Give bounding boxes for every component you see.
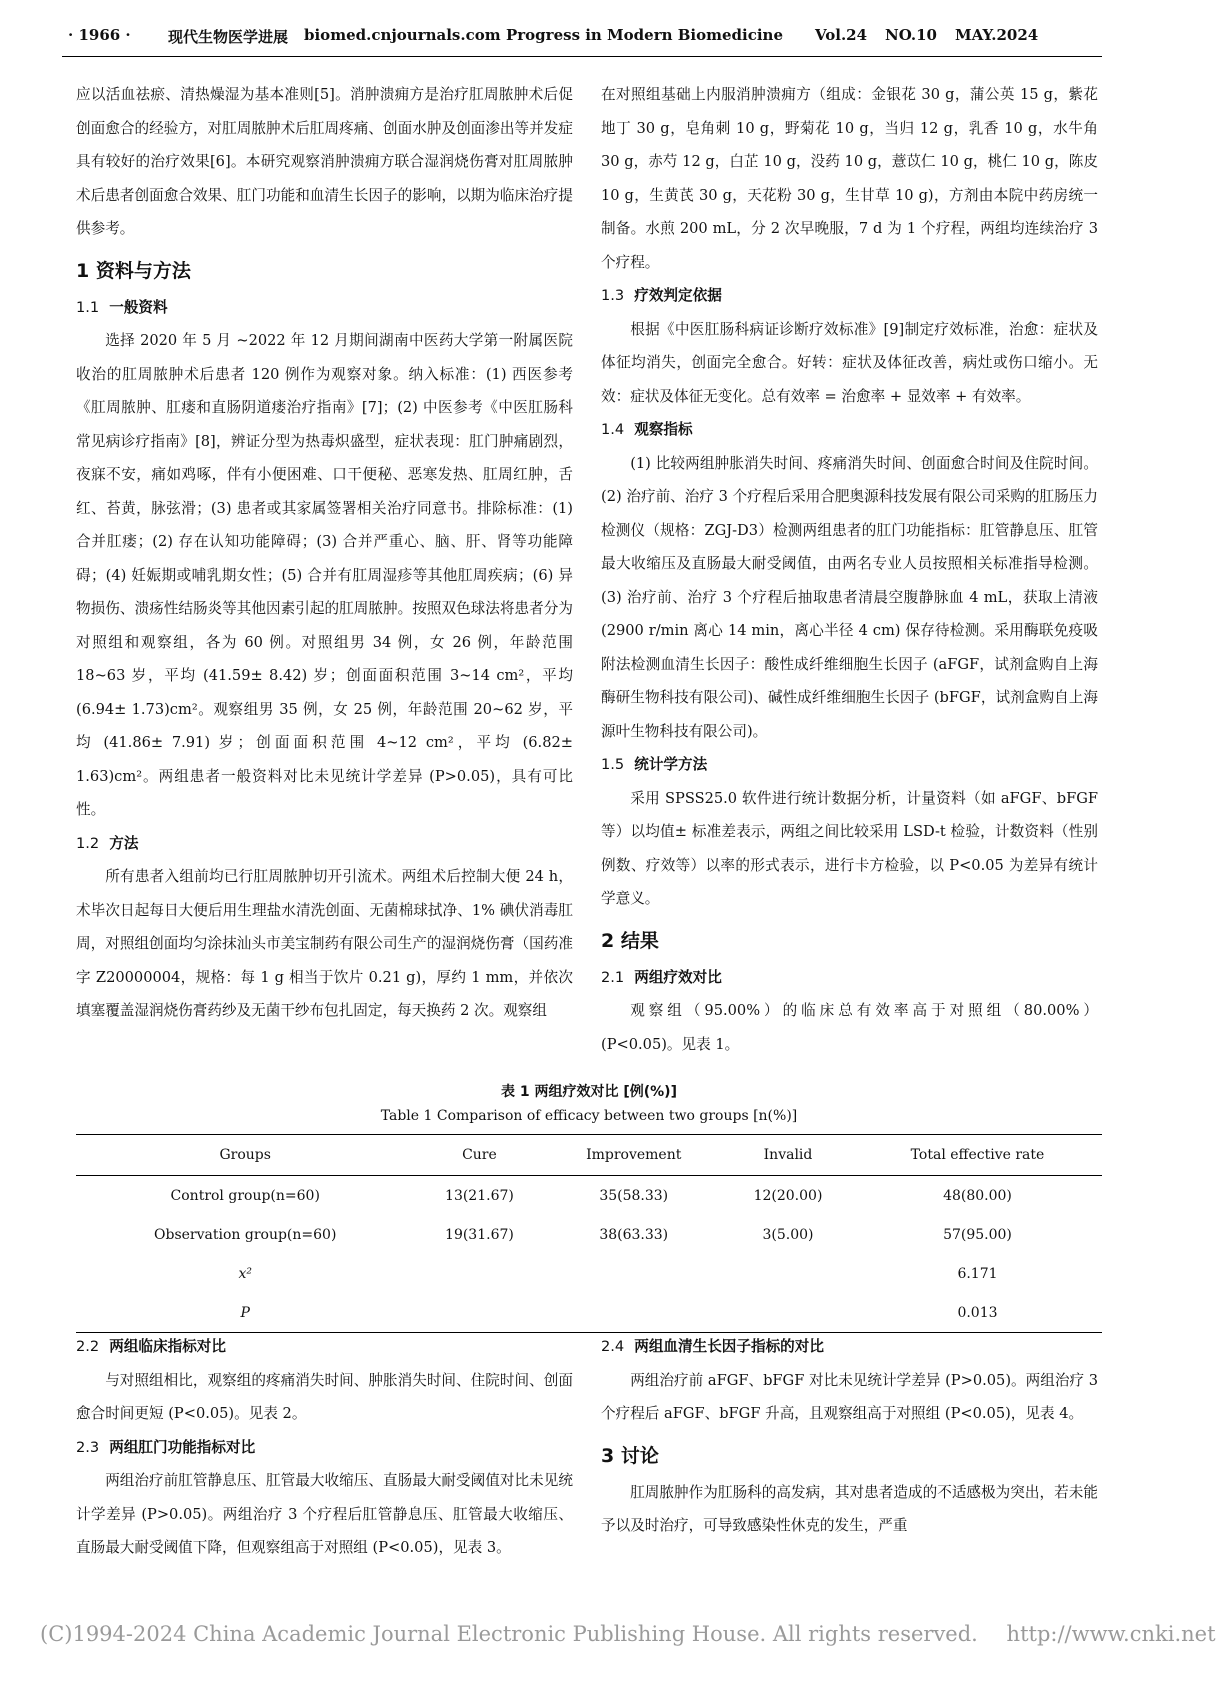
column-header: Total effective rate: [853, 1135, 1102, 1176]
section-heading: 3 讨论: [601, 1444, 659, 1467]
subsection-number: 2.2: [76, 1338, 100, 1355]
table-row: [76, 1215, 1102, 1254]
journal-volume: Vol.24: [815, 26, 868, 44]
subsection-title: 两组疗效对比: [634, 968, 722, 986]
table-cell: [723, 1293, 853, 1333]
subsection-heading: [601, 748, 1098, 782]
subsection-number: 1.1: [76, 298, 100, 316]
table-cell: 38(63.33): [599, 1226, 669, 1243]
table-cell: 35(58.33): [599, 1187, 669, 1204]
table-cell: P: [76, 1293, 414, 1333]
subsection-heading: [601, 413, 1098, 447]
paragraph: 两组治疗前 aFGF、bFGF 对比未见统计学差异 (P>0.05)。两组治疗 3 个疗程后 aFGF、bFGF 升高，且观察组高于对照组 (P<0.05)，见表 4。: [601, 1371, 1098, 1422]
subsection-title: 两组肛门功能指标对比: [109, 1438, 256, 1456]
paragraph: 与对照组相比，观察组的疼痛消失时间、肿胀消失时间、住院时间、创面愈合时间更短 (P<0.05)。见表 2。: [76, 1371, 573, 1422]
paragraph: 选择 2020 年 5 月 ~2022 年 12 月期间湖南中医药大学第一附属医院收治的肛周脓肿术后患者 120 例作为观察对象。纳入标准：(1) 西医参考《肛周脓肿、肛瘘和直肠阴道瘘治疗指南》[7]；(2) 中医参考《中医肛肠科常见病诊疗指南》[8]，辨证分型为热毒炽盛型，症状表现：肛门肿痛剧烈，夜寐不安，痛如鸡啄，伴有小便困难、口干便秘、恶寒发热、肛周红肿，舌红、苔黄，脉弦滑；(3) 患者或其家属签署相关治疗同意书。排除标准：(1) 合并肛瘘；(2) 存在认知功能障碍；(3) 合并严重心、脑、肝、肾等功能障碍；(4) 妊娠期或哺乳期女性；(5) 合并有肛周湿疹等其他肛周疾病；(6) 异物损伤、溃疡性结肠炎等其他因素引起的肛周脓肿。按照双色球法将患者分为对照组和观察组，各为 60 例。对照组男 34 例，女 26 例，年龄范围 18~63 岁，平均 (41.59± 8.42) 岁；创面面积范围 3~14 cm²，平均 (6.94± 1.73)cm²。观察组男 35 例，女 25 例，年龄范围 20~62 岁，平均 (41.86± 7.91) 岁；创面面积范围 4~12 cm²，平均 (6.82± 1.63)cm²。两组患者一般资料对比未见统计学差异 (P>0.05)，具有可比性。: [76, 332, 573, 818]
copyright-footer: [40, 1622, 1216, 1646]
subsection-number: 1.3: [601, 287, 625, 304]
paragraph: 观察组（95.00%）的临床总有效率高于对照组（80.00%）(P<0.05)。见表 1。: [601, 1002, 1098, 1053]
paragraph: 两组治疗前肛管静息压、肛管最大收缩压、直肠最大耐受阈值对比未见统计学差异 (P>0.05)。两组治疗 3 个疗程后肛管静息压、肛管最大收缩压、直肠最大耐受阈值下降，但观察组高于对照组 (P<0.05)，见表 3。: [76, 1472, 573, 1556]
table-cell: [723, 1254, 853, 1293]
efficacy-table-block: [76, 1080, 1102, 1333]
table-cell: 48(80.00): [943, 1187, 1012, 1204]
table-cell: [414, 1254, 544, 1293]
subsection-number: 2.1: [601, 968, 625, 986]
subsection-title: 两组临床指标对比: [109, 1338, 226, 1355]
table-cell: Observation group(n=60): [154, 1226, 337, 1243]
subsection-number: 2.4: [601, 1338, 625, 1355]
subsection-number: 1.5: [601, 756, 625, 773]
paragraph: 应以活血祛瘀、清热燥湿为基本准则[5]。消肿溃痈方是治疗肛周脓肿术后促创面愈合的经验方，对肛周脓肿术后肛周疼痛、创面水肿及创面渗出等并发症具有较好的治疗效果[6]。本研究观察消肿溃痈方联合湿润烧伤膏对肛周脓肿术后患者创面愈合效果、肛门功能和血清生长因子的影响，以期为临床治疗提供参考。: [76, 86, 573, 237]
section-heading: 2 结果: [601, 929, 659, 952]
copyright-text: (C)1994-2024 China Academic Journal Electronic Publishing House. All rights reserved.: [40, 1622, 978, 1646]
paragraph: (1) 比较两组肿胀消失时间、疼痛消失时间、创面愈合时间及住院时间。(2) 治疗前、治疗 3 个疗程后采用合肥奥源科技发展有限公司采购的肛肠压力检测仪（规格：ZGJ-D3）检测两组患者的肛门功能指标：肛管静息压、肛管最大收缩压及直肠最大耐受阈值，由两名专业人员按照相关标准指导检测。(3) 治疗前、治疗 3 个疗程后抽取患者清晨空腹静脉血 4 mL，获取上清液 (2900 r/min 离心 14 min，离心半径 4 cm) 保存待检测。采用酶联免疫吸附法检测血清生长因子：酸性成纤维细胞生长因子 (aFGF，试剂盒购自上海酶研生物科技有限公司)、碱性成纤维细胞生长因子 (bFGF，试剂盒购自上海源叶生物科技有限公司)。: [601, 454, 1098, 740]
page-number: · 1966 ·: [68, 26, 131, 44]
subsection-heading: [76, 1330, 573, 1364]
lower-right-column: [601, 1330, 1098, 1543]
table-row: [76, 1254, 1102, 1293]
left-column: [76, 78, 573, 1028]
table-cell: 19(31.67): [445, 1226, 514, 1243]
journal-title-en: Progress in Modern Biomedicine: [506, 26, 783, 44]
lower-left-column: [76, 1330, 573, 1565]
subsection-title: 方法: [109, 834, 139, 852]
subsection-heading: [601, 279, 1098, 313]
paragraph: 肛周脓肿作为肛肠科的高发病，其对患者造成的不适感极为突出，若未能予以及时治疗，可导致感染性休克的发生，严重: [601, 1483, 1098, 1534]
section-heading: 1 资料与方法: [76, 259, 191, 282]
journal-issue: NO.10: [885, 26, 937, 44]
subsection-title: 一般资料: [109, 298, 168, 316]
subsection-heading: [76, 291, 573, 325]
page-header: [0, 0, 1163, 66]
column-header: Invalid: [723, 1135, 853, 1176]
table-cell: Control group(n=60): [170, 1187, 320, 1204]
table-cell: 3(5.00): [762, 1226, 814, 1243]
table-cell: 0.013: [853, 1293, 1102, 1333]
journal-title-cn: 现代生物医学进展: [168, 28, 289, 46]
table-cell: 13(21.67): [445, 1187, 514, 1204]
table-row: [76, 1176, 1102, 1216]
table-cell: [544, 1293, 723, 1333]
table-caption-en: Table 1 Comparison of efficacy between two groups [n(%)]: [380, 1108, 798, 1124]
table-caption-cn: 表 1 两组疗效对比 [例(%)]: [501, 1084, 677, 1100]
paragraph: 根据《中医肛肠科病证诊断疗效标准》[9]制定疗效标准，治愈：症状及体征均消失，创面完全愈合。好转：症状及体征改善，病灶或伤口缩小。无效：症状及体征无变化。总有效率 = 治愈率 + 显效率 + 有效率。: [601, 320, 1098, 405]
subsection-title: 观察指标: [634, 421, 693, 438]
column-header: Improvement: [544, 1135, 723, 1176]
subsection-heading: [76, 1431, 573, 1465]
right-column: [601, 78, 1098, 1061]
subsection-number: 2.3: [76, 1438, 100, 1456]
subsection-number: 1.4: [601, 421, 625, 438]
subsection-number: 1.2: [76, 834, 100, 852]
subsection-title: 疗效判定依据: [634, 287, 722, 304]
footer-link[interactable]: http://www.cnki.net: [1006, 1622, 1216, 1646]
subsection-title: 两组血清生长因子指标的对比: [634, 1338, 824, 1355]
header-rule: [62, 56, 1102, 57]
paragraph: 所有患者入组前均已行肛周脓肿切开引流术。两组术后控制大便 24 h，术毕次日起每日大便后用生理盐水清洗创面、无菌棉球拭净、1% 碘伏消毒肛周，对照组创面均匀涂抹汕头市美宝制药有限公司生产的湿润烧伤膏（国药准字 Z20000004，规格：每 1 g 相当于饮片 0.21 g)，厚约 1 mm，并依次填塞覆盖湿润烧伤膏药纱及无菌干纱布包扎固定，每天换药 2 次。观察组: [76, 868, 573, 1019]
column-header: Groups: [76, 1135, 414, 1176]
efficacy-table: [76, 1134, 1102, 1333]
table-cell: 12(20.00): [753, 1187, 823, 1204]
table-cell: x²: [238, 1265, 252, 1282]
table-row: [76, 1293, 1102, 1333]
journal-date: MAY.2024: [955, 26, 1039, 44]
table-cell: [544, 1254, 723, 1293]
subsection-heading: [601, 961, 1098, 995]
subsection-heading: [76, 827, 573, 861]
subsection-title: 统计学方法: [634, 756, 708, 773]
journal-site: biomed.cnjournals.com: [304, 26, 501, 44]
paragraph: 采用 SPSS25.0 软件进行统计数据分析，计量资料（如 aFGF、bFGF 等）以均值± 标准差表示，两组之间比较采用 LSD-t 检验，计数资料（性别例数、疗效等）以率的形式表示，进行卡方检验，以 P<0.05 为差异有统计学意义。: [601, 789, 1098, 907]
table-header-row: [76, 1135, 1102, 1176]
table-cell: [414, 1293, 544, 1333]
table-cell: 57(95.00): [943, 1226, 1012, 1243]
paragraph: 在对照组基础上内服消肿溃痈方（组成：金银花 30 g，蒲公英 15 g，紫花地丁 30 g，皂角刺 10 g，野菊花 10 g，当归 12 g，乳香 10 g，水牛角 30 g，赤芍 12 g，白芷 10 g，没药 10 g，薏苡仁 10 g，桃仁 10 g，陈皮 10 g，生黄芪 30 g，天花粉 30 g，生甘草 10 g)，方剂由本院中药房统一制备。水煎 200 mL，分 2 次早晚服，7 d 为 1 个疗程，两组均连续治疗 3 个疗程。: [601, 86, 1098, 271]
table-cell: 6.171: [957, 1265, 998, 1282]
subsection-heading: [601, 1330, 1098, 1364]
column-header: Cure: [414, 1135, 544, 1176]
